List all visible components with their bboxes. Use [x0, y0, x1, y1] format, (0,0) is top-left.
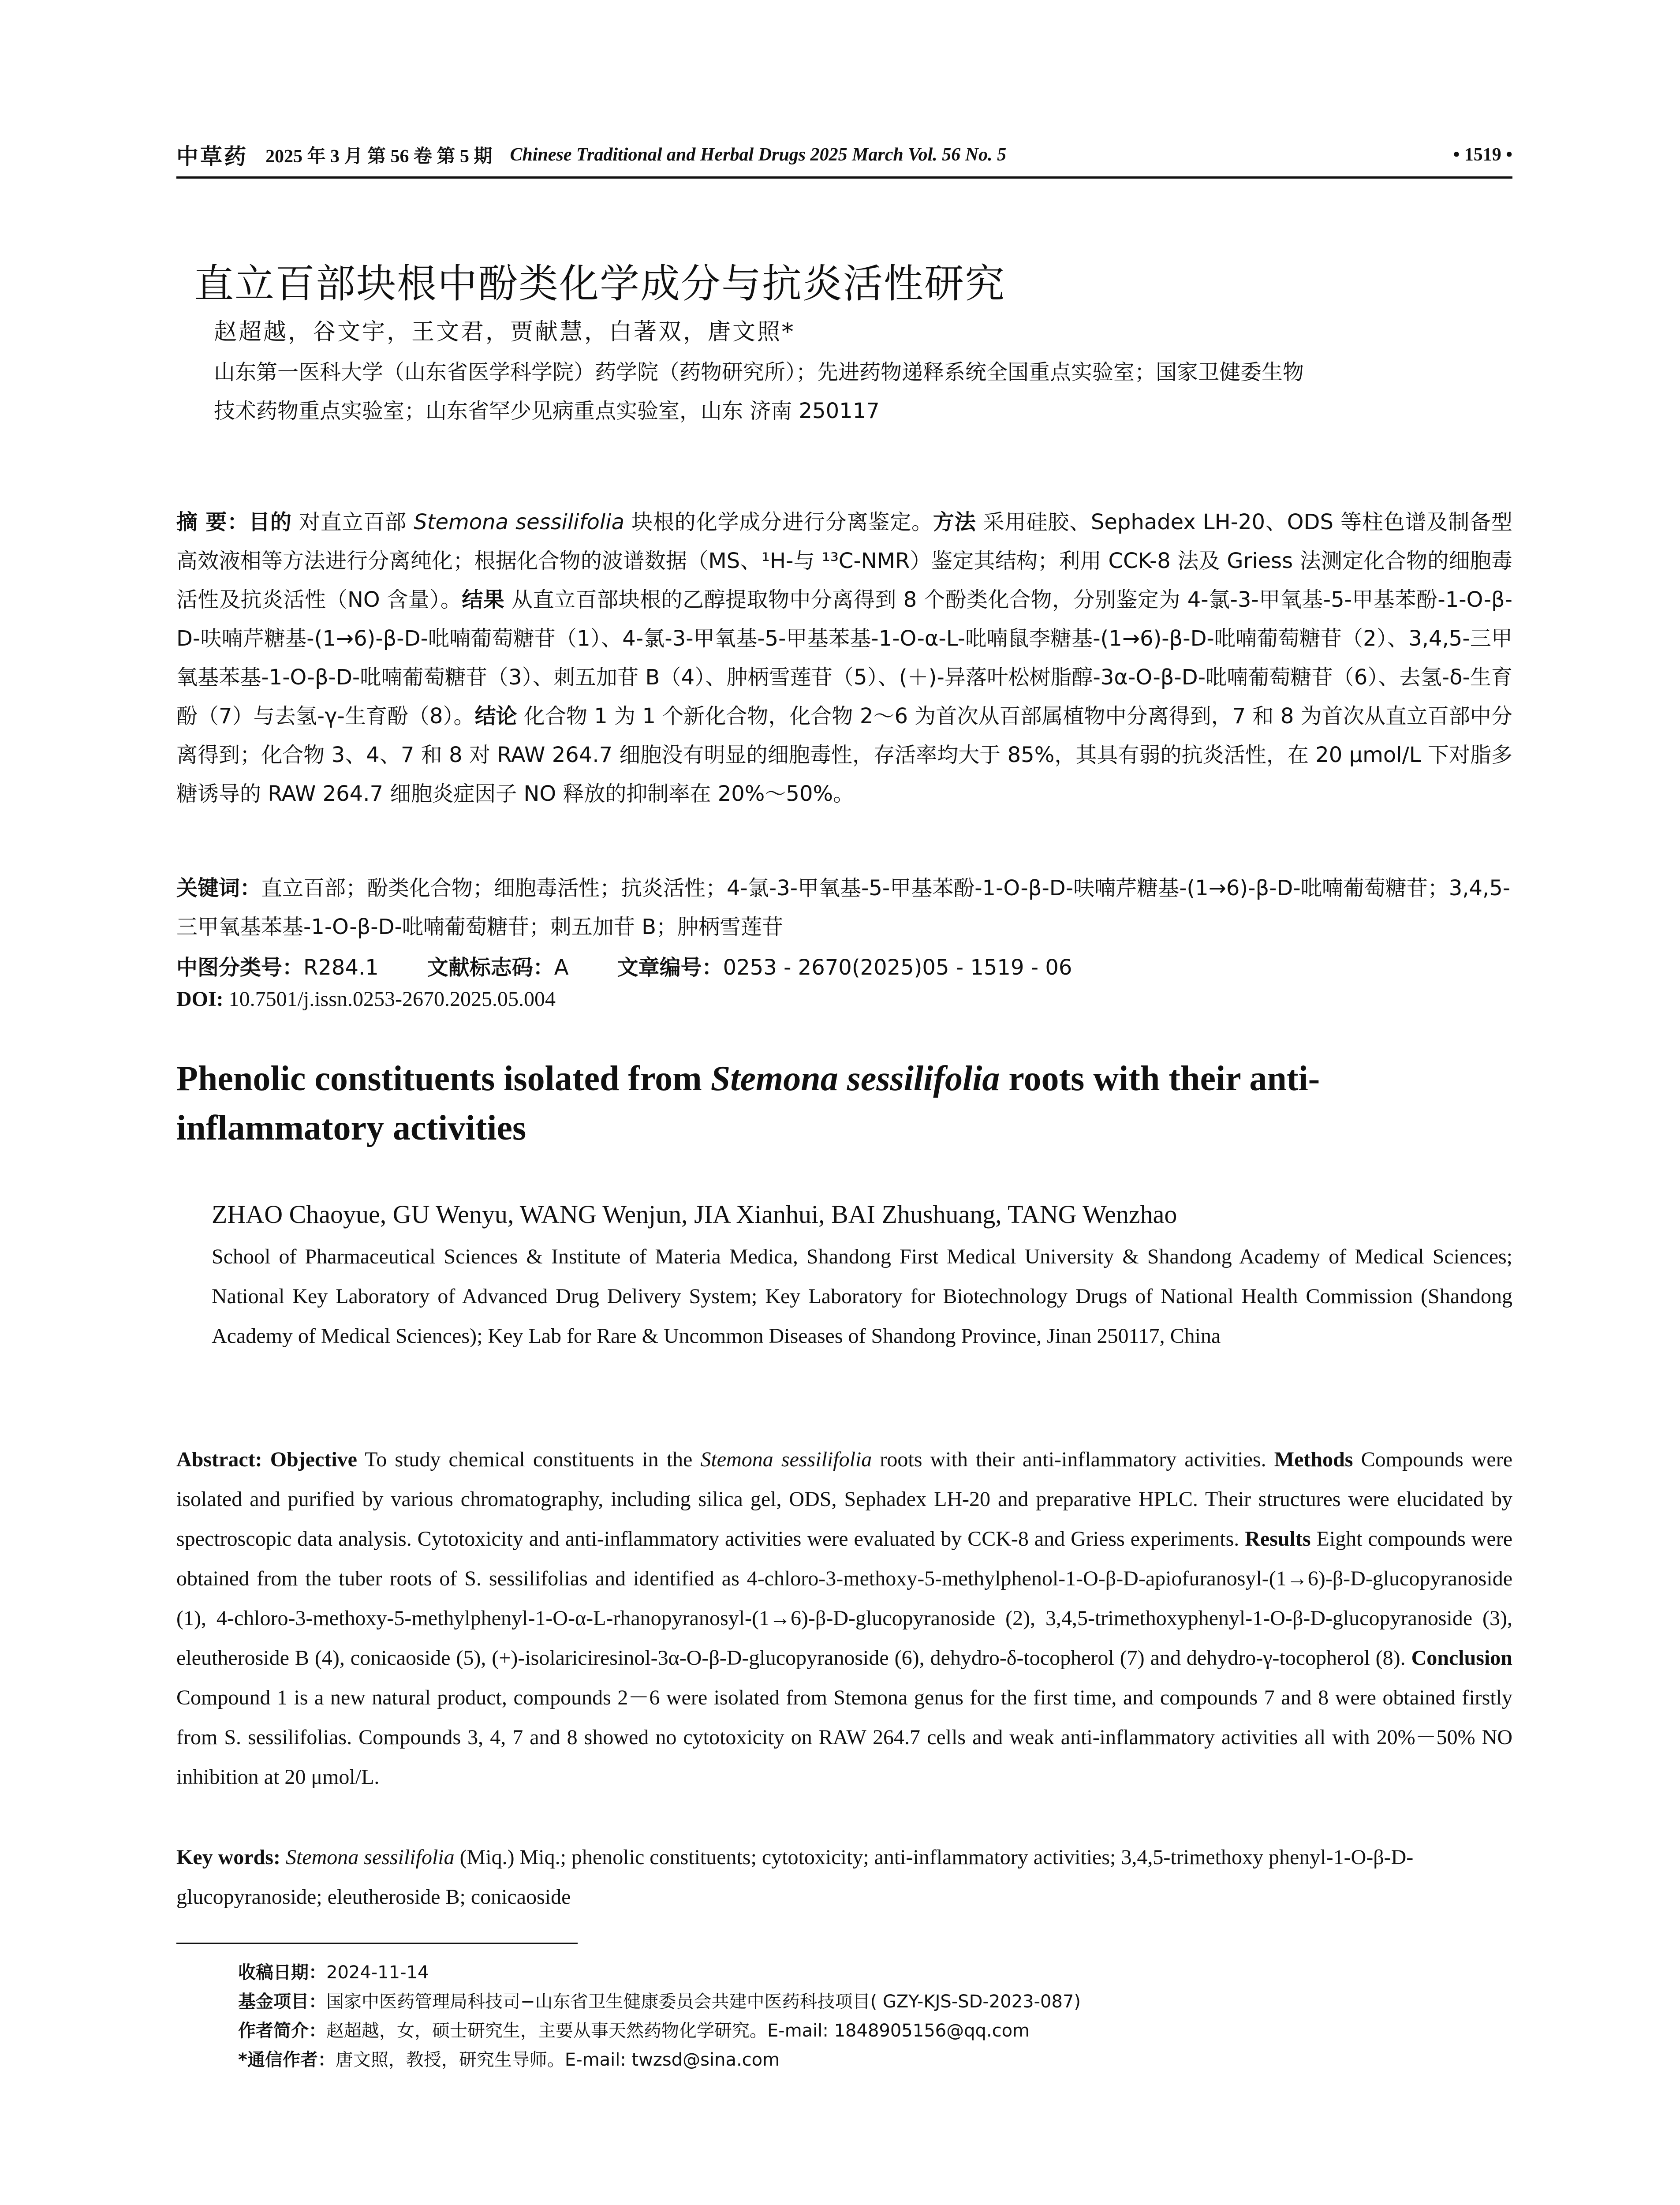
article-no-value: 0253 - 2670(2025)05 - 1519 - 06 — [723, 955, 1072, 980]
footnotes — [238, 1958, 1508, 2074]
cn-affiliation — [214, 353, 1515, 430]
cn-objective-text-b: 块根的化学成分进行分离鉴定。 — [624, 510, 933, 534]
en-abstract-label: Abstract: Objective — [176, 1448, 357, 1471]
footnote-corresponding — [238, 2045, 1508, 2074]
cn-methods-text: 采用硅胶、Sephadex LH-20、ODS 等柱色谱及制备型高效液相等方法进行分离纯化；根据化合物的波谱数据（MS、¹H-与 ¹³C-NMR）鉴定其结构；利用 CCK-8 法及 Griess 法测定化合物的细胞毒活性及抗炎活性（NO 含量）。 — [176, 510, 1512, 612]
en-keywords — [176, 1838, 1512, 1917]
received-label: 收稿日期： — [238, 1962, 326, 1983]
clc-value: R284.1 — [303, 955, 379, 980]
cn-results-label: 结果 — [462, 587, 505, 612]
en-methods-text: Compounds were isolated and purified by various chromatography, including silica gel, ODS, Sephadex LH-20 and preparative HPLC. Their structures were elucidated by spectroscopic data analysis. Cytotoxicity and anti-inflammatory activities were evaluated by CCK-8 and Griess experiments. — [176, 1448, 1513, 1551]
en-objective-species: Stemona sessilifolia — [700, 1448, 872, 1471]
author-value: 赵超越，女，硕士研究生，主要从事天然药物化学研究。E-mail: 1848905156@qq.com — [326, 2021, 1030, 2041]
en-title-a: Phenolic constituents isolated from — [176, 1059, 711, 1098]
en-affiliation: School of Pharmaceutical Sciences & Institute of Materia Medica, Shandong First Medical University & Shandong Academy of Medical Sciences; National Key Laboratory of Advanced Drug Delivery System; Key Laboratory for Biotechnology Drugs of National Health Commission (Shandong Academy of Medical Sciences); Key Lab for Rare & Uncommon Diseases of Shandong Province, Jinan 250117, China — [212, 1245, 1512, 1348]
en-abstract — [176, 1440, 1512, 1797]
en-methods-label: Methods — [1274, 1448, 1353, 1471]
issue-cn: 2025 年 3 月 第 56 卷 第 5 期 — [265, 146, 493, 167]
cn-affil-line1: 山东第一医科大学（山东省医学科学院）药学院（药物研究所）；先进药物递释系统全国重点实验室；国家卫健委生物 — [214, 360, 1304, 385]
journal-logo: 中草药 — [176, 143, 248, 169]
footnote-fund — [238, 1987, 1508, 2016]
clc-item — [176, 948, 379, 987]
received-value: 2024-11-14 — [326, 1962, 429, 1983]
en-authors: ZHAO Chaoyue, GU Wenyu, WANG Wenjun, JIA Xianhui, BAI Zhushuang, TANG Wenzhao — [212, 1200, 1177, 1229]
en-title-species: Stemona sessilifolia — [710, 1059, 1000, 1098]
cn-keywords-label: 关键词： — [176, 876, 261, 901]
cn-keywords-text: 直立百部；酚类化合物；细胞毒活性；抗炎活性；4-氯-3-甲氧基-5-甲基苯酚-1-O-β-D-呋喃芹糖基-(1→6)-β-D-吡喃葡萄糖苷；3,4,5-三甲氧基苯基-1-O-β-D-吡喃葡萄糖苷；刺五加苷 B；肿柄雪莲苷 — [176, 876, 1511, 939]
cn-abstract — [176, 503, 1512, 813]
doc-code-item — [427, 948, 569, 987]
cn-conclusion-text: 化合物 1 为 1 个新化合物，化合物 2～6 为首次从百部属植物中分离得到，7 和 8 为首次从直立百部中分离得到；化合物 3、4、7 和 8 对 RAW 264.7 细胞没有明显的细胞毒性，存活率均大于 85%，其具有弱的抗炎活性，在 20 μmol/L 下对脂多糖诱导的 RAW 264.7 细胞炎症因子 NO 释放的抑制率在 20%～50%。 — [176, 704, 1512, 806]
page-number: • 1519 • — [1453, 145, 1512, 165]
en-results-text: Eight compounds were obtained from the tuber roots of S. sessilifolias and identified as 4-chloro-3-methoxy-5-methylphenol-1-O-β-D-apiofuranosyl-(1→6)-β-D-glucopyranoside (1), 4-chloro-3-methoxy-5-methylphenyl-1-O-α-L-rhanopyranosyl-(1→6)-β-D-glucopyranoside (2), 3,4,5-trimethoxyphenyl-1-O-β-D-glucopyranoside (3), eleutheroside B (4), conicaoside (5), (+)-isolariciresinol-3α-O-β-D-glucopyranoside (6), dehydro-δ-tocopherol (7) and dehydro-γ-tocopherol (8). — [176, 1527, 1513, 1670]
en-title-b: roots with their anti-inflammatory activities — [176, 1059, 1320, 1147]
cn-classification — [176, 948, 1512, 987]
cn-title: 直立百部块根中酚类化学成分与抗炎活性研究 — [194, 261, 1005, 307]
footnote-rule — [176, 1943, 578, 1944]
cn-authors: 赵超越，谷文宇，王文君，贾献慧，白著双，唐文照* — [214, 319, 795, 345]
en-keywords-label: Key words: — [176, 1846, 280, 1869]
en-conclusion-text: Compound 1 is a new natural product, compounds 2－6 were isolated from Stemona genus for the first time, and compounds 7 and 8 were obtained firstly from S. sessilifolias. Compounds 3, 4, 7 and 8 showed no cytotoxicity on RAW 264.7 cells and weak anti-inflammatory activities all with 20%－50% NO inhibition at 20 μmol/L. — [176, 1686, 1512, 1789]
fund-value: 国家中医药管理局科技司−山东省卫生健康委员会共建中医药科技项目( GZY-KJS-SD-2023-087) — [326, 1992, 1081, 2012]
header-left — [176, 139, 1006, 171]
cn-methods-label: 方法 — [933, 510, 976, 534]
footnote-author — [238, 2016, 1508, 2045]
en-objective-text-a: To study chemical constituents in the — [357, 1448, 701, 1471]
cn-keywords — [176, 869, 1512, 946]
corr-value: 唐文照，教授，研究生导师。E-mail: twzsd@sina.com — [335, 2050, 780, 2070]
footnote-received — [238, 1958, 1508, 1987]
en-title — [176, 1054, 1512, 1153]
doi-value: 10.7501/j.issn.0253-2670.2025.05.004 — [223, 987, 556, 1011]
cn-objective-label: 目的 — [249, 510, 292, 534]
header-rule — [176, 176, 1512, 179]
doc-code-label: 文献标志码： — [427, 955, 554, 980]
author-label: 作者简介： — [238, 2021, 326, 2041]
cn-affil-line2: 技术药物重点实验室；山东省罕少见病重点实验室，山东 济南 250117 — [214, 399, 880, 423]
en-conclusion-label: Conclusion — [1411, 1646, 1512, 1670]
clc-label: 中图分类号： — [176, 955, 304, 980]
cn-results-text: 从直立百部块根的乙醇提取物中分离得到 8 个酚类化合物，分别鉴定为 4-氯-3-甲氧基-5-甲基苯酚-1-O-β-D-呋喃芹糖基-(1→6)-β-D-吡喃葡萄糖苷（1）、4-氯-3-甲氧基-5-甲基苯基-1-O-α-L-吡喃鼠李糖基-(1→6)-β-D-吡喃葡萄糖苷（2）、3,4,5-三甲氧基苯基-1-O-β-D-吡喃葡萄糖苷（3）、刺五加苷 B（4）、肿柄雪莲苷（5）、(＋)-异落叶松树脂醇-3α-O-β-D-吡喃葡萄糖苷（6）、去氢-δ-生育酚（7）与去氢-γ-生育酚（8）。 — [176, 587, 1512, 729]
fund-label: 基金项目： — [238, 1992, 326, 2012]
en-keywords-species: Stemona sessilifolia — [280, 1846, 455, 1869]
issue-en: Chinese Traditional and Herbal Drugs 2025 March Vol. 56 No. 5 — [510, 145, 1007, 165]
doi — [176, 987, 556, 1011]
doi-label: DOI: — [176, 987, 224, 1011]
cn-objective-species: Stemona sessilifolia — [414, 510, 624, 534]
en-keywords-text: (Miq.) Miq.; phenolic constituents; cytotoxicity; anti-inflammatory activities; 3,4,5-trimethoxy phenyl-1-O-β-D-glucopyranoside; eleutheroside B; conicaoside — [176, 1846, 1414, 1909]
article-no-item — [617, 948, 1072, 987]
en-objective-text-b: roots with their anti-inflammatory activities. — [872, 1448, 1274, 1471]
running-header — [176, 140, 1512, 169]
corr-label: *通信作者： — [238, 2050, 336, 2070]
cn-abstract-label: 摘 要： — [176, 510, 249, 534]
cn-conclusion-label: 结论 — [474, 704, 517, 729]
doc-code-value: A — [554, 955, 569, 980]
article-no-label: 文章编号： — [617, 955, 723, 980]
en-results-label: Results — [1245, 1527, 1311, 1551]
cn-objective-text-a: 对直立百部 — [291, 510, 414, 534]
